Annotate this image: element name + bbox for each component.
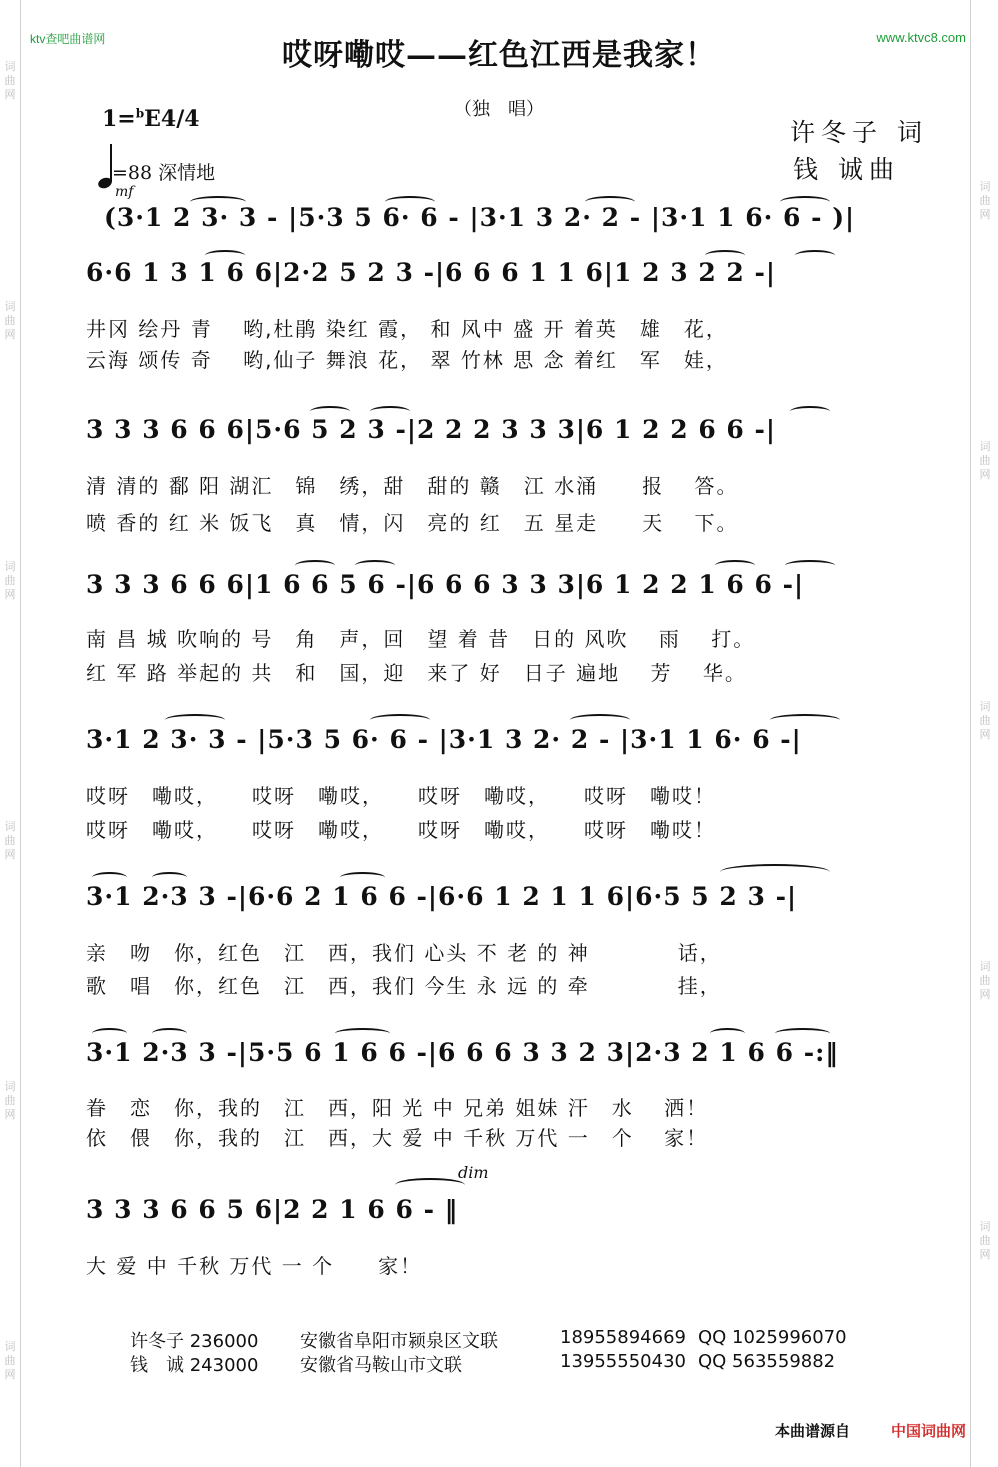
slur xyxy=(785,560,835,571)
slur xyxy=(570,714,630,726)
score-row-5-lyrics-verse-2: 哎呀 嘞哎， 哎呀 嘞哎， 哎呀 嘞哎， 哎呀 嘞哎！ xyxy=(86,818,716,842)
source-label: 本曲谱源自 xyxy=(774,1422,850,1440)
watermark-right: 词曲网 xyxy=(979,700,991,741)
contact-2-name: 钱 诚 243000 xyxy=(130,1355,259,1376)
score-row-3-lyrics-verse-1: 清 清的 鄱 阳 湖汇 锦 绣，甜 甜的 赣 江 水涌 报 答。 xyxy=(86,474,739,498)
slur xyxy=(790,406,830,417)
score-row-3-notes: 3 3 3 6 6 6|5·6 5 2 3 -|2 2 2 3 3 3|6 1 2 2 6 6 -| xyxy=(86,415,776,444)
slur xyxy=(205,250,245,261)
source-site-link[interactable]: 中国词曲网 xyxy=(890,1422,966,1440)
site-link-left[interactable]: ktv查吧曲谱网 xyxy=(30,32,106,46)
score-row-6-lyrics-verse-2: 歌 唱 你，红色 江 西，我们 今生 永 远 的 牵 挂， xyxy=(86,974,722,998)
slur xyxy=(385,196,435,208)
flat-sign: b xyxy=(135,106,145,121)
slur xyxy=(780,196,830,208)
tempo-marking: =88 深情地 xyxy=(112,162,216,184)
composer-credit: 钱 诚曲 xyxy=(793,155,900,184)
watermark-right: 词曲网 xyxy=(979,440,991,481)
slur xyxy=(795,250,835,261)
watermark-left: 词曲网 xyxy=(4,560,16,601)
score-row-2-lyrics-verse-2: 云海 颂传 奇 哟,仙子 舞浪 花， 翠 竹林 思 念 着红 军 娃， xyxy=(86,348,728,372)
slur xyxy=(152,872,187,883)
score-row-7-lyrics-verse-2: 依 偎 你，我的 江 西，大 爱 中 千秋 万代 一 个 家！ xyxy=(86,1126,709,1150)
score-row-4-lyrics-verse-2: 红 军 路 举起的 共 和 国，迎 来了 好 日子 遍地 芳 华。 xyxy=(86,661,747,685)
contact-2-phone: 13955550430 xyxy=(560,1351,686,1372)
slur xyxy=(585,196,635,208)
watermark-left: 词曲网 xyxy=(4,60,16,101)
contact-1-address: 安徽省阜阳市颍泉区文联 xyxy=(300,1331,498,1352)
slur xyxy=(770,714,840,726)
page-edge-left xyxy=(20,0,21,1467)
contact-2-qq: QQ 563559882 xyxy=(698,1351,836,1372)
page-edge-right xyxy=(970,0,971,1467)
watermark-left: 词曲网 xyxy=(4,1080,16,1121)
slur xyxy=(190,196,246,208)
slur xyxy=(720,864,830,880)
score-row-1-notes: (3·1 2 3· 3 - |5·3 5 6· 6 - |3·1 3 2· 2 - |3·1 1 6· 6 - )| xyxy=(104,203,856,232)
site-link-right[interactable]: www.ktvc8.com xyxy=(876,30,966,45)
score-row-7-lyrics-verse-1: 眷 恋 你，我的 江 西，阳 光 中 兄弟 姐妹 汗 水 洒！ xyxy=(86,1096,709,1120)
score-row-8-notes: 3 3 3 6 6 5 6|2 2 1 6 6 - ‖ xyxy=(86,1195,459,1224)
slur xyxy=(340,872,385,883)
score-row-4-notes: 3 3 3 6 6 6|1 6 6 5 6 -|6 6 6 3 3 3|6 1 2 2 1 6 6 -| xyxy=(86,570,805,599)
slur xyxy=(92,1028,127,1039)
slur xyxy=(370,714,430,726)
slur xyxy=(395,1178,465,1192)
dynamic-marking: mf xyxy=(115,184,134,200)
score-row-2-notes: 6·6 1 3 1 6 6|2·2 5 2 3 -|6 6 6 1 1 6|1 2 3 2 2 -| xyxy=(86,258,776,287)
song-title: 哎呀嘞哎——红色江西是我家！ xyxy=(282,38,716,73)
diminuendo-mark: dim xyxy=(458,1163,489,1182)
slur xyxy=(775,1028,830,1039)
score-row-2-lyrics-verse-1: 井冈 绘丹 青 哟,杜鹃 染红 霞， 和 风中 盛 开 着英 雄 花， xyxy=(86,317,728,341)
score-row-6-notes: 3·1 2·3 3 -|6·6 2 1 6 6 -|6·6 1 2 1 1 6|6·5 5 2 3 -| xyxy=(86,882,798,911)
slur xyxy=(370,406,410,417)
watermark-right: 词曲网 xyxy=(979,960,991,1001)
watermark-right: 词曲网 xyxy=(979,180,991,221)
watermark-right: 词曲网 xyxy=(979,1220,991,1261)
song-subtitle: （独 唱） xyxy=(454,99,544,120)
lyricist-credit: 许冬子 词 xyxy=(790,118,928,147)
key-prefix: 1= xyxy=(102,106,136,132)
contact-1-phone: 18955894669 xyxy=(560,1327,686,1348)
slur xyxy=(710,1028,745,1039)
slur xyxy=(295,560,335,571)
watermark-left: 词曲网 xyxy=(4,820,16,861)
contact-1-name: 许冬子 236000 xyxy=(130,1331,259,1352)
slur xyxy=(715,560,755,571)
slur xyxy=(92,872,127,883)
score-row-5-lyrics-verse-1: 哎呀 嘞哎， 哎呀 嘞哎， 哎呀 嘞哎， 哎呀 嘞哎！ xyxy=(86,784,716,808)
key-rest: E4/4 xyxy=(144,106,200,132)
score-row-4-lyrics-verse-1: 南 昌 城 吹响的 号 角 声，回 望 着 昔 日的 风吹 雨 打。 xyxy=(86,627,756,651)
slur xyxy=(165,714,225,726)
key-signature xyxy=(102,106,200,132)
score-row-6-lyrics-verse-1: 亲 吻 你，红色 江 西，我们 心头 不 老 的 神 话， xyxy=(86,941,722,965)
slur xyxy=(355,560,395,571)
score-row-7-notes: 3·1 2·3 3 -|5·5 6 1 6 6 -|6 6 6 3 3 2 3|2·3 2 1 6 6 -:‖ xyxy=(86,1038,839,1067)
slur xyxy=(335,1028,390,1039)
score-row-5-notes: 3·1 2 3· 3 - |5·3 5 6· 6 - |3·1 3 2· 2 - |3·1 1 6· 6 -| xyxy=(86,725,802,754)
slur xyxy=(310,406,350,417)
slur xyxy=(152,1028,187,1039)
contact-2-address: 安徽省马鞍山市文联 xyxy=(300,1355,462,1376)
watermark-left: 词曲网 xyxy=(4,300,16,341)
contact-1-qq: QQ 1025996070 xyxy=(698,1327,847,1348)
watermark-left: 词曲网 xyxy=(4,1340,16,1381)
slur xyxy=(705,250,745,261)
score-row-8-lyrics: 大 爱 中 千秋 万代 一 个 家！ xyxy=(86,1254,423,1278)
score-row-3-lyrics-verse-2: 喷 香的 红 米 饭飞 真 情，闪 亮的 红 五 星走 天 下。 xyxy=(86,511,739,535)
